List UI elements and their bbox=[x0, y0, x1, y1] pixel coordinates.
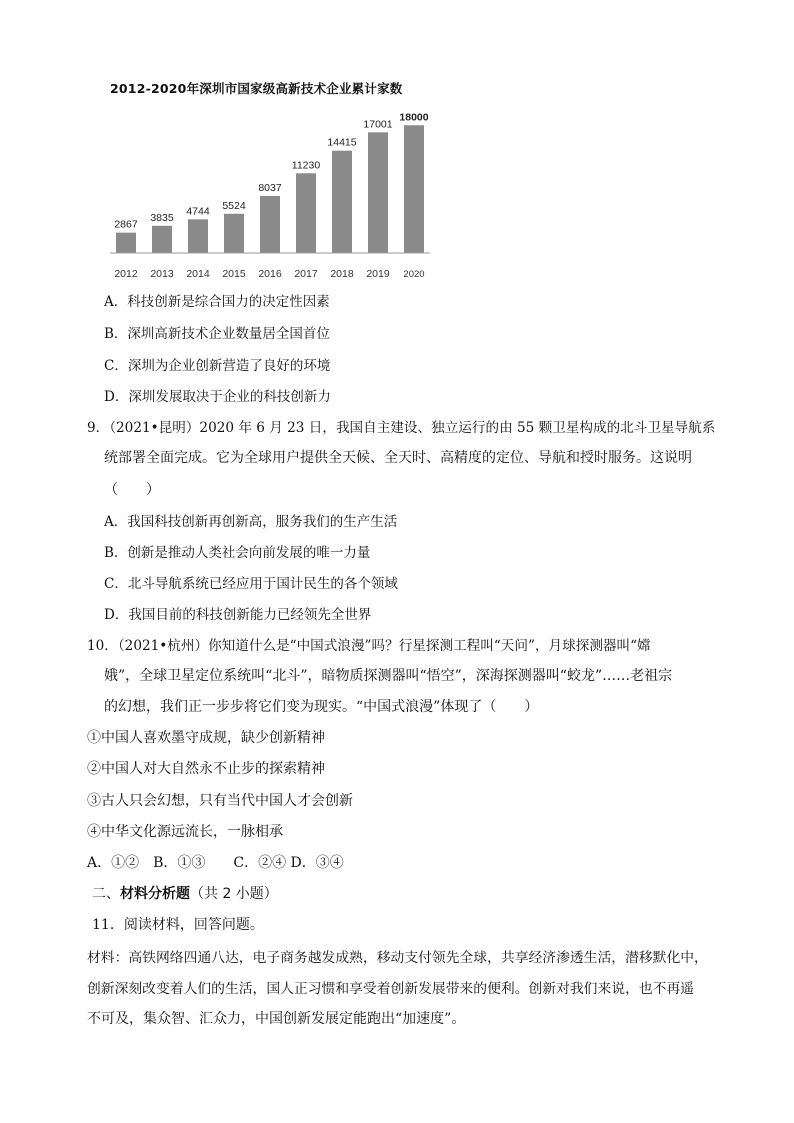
section-heading bbox=[92, 883, 278, 903]
bar-2016 bbox=[260, 196, 280, 253]
x-tick-label-2014: 2014 bbox=[186, 268, 210, 280]
q10-choices[interactable]: A．①② B．①③ C．②④ D．③④ bbox=[87, 855, 344, 871]
q11-material-line2: 创新深刻改变着人们的生活，国人正习惯和享受着创新发展带来的便利。创新对我们来说，也不再遥 bbox=[87, 981, 695, 997]
q10-item-2: ②中国人对大自然永不止步的探索精神 bbox=[87, 761, 325, 777]
q10-item-3: ③古人只会幻想，只有当代中国人才会创新 bbox=[87, 793, 353, 809]
q9-stem-line1: 9．（2021•昆明）2020 年 6 月 23 日，我国自主建设、独立运行的由 55 颗卫星构成的北斗卫星导航系 bbox=[87, 420, 716, 436]
value-label-2017: 11230 bbox=[291, 159, 321, 172]
bar-2012 bbox=[116, 233, 136, 253]
q11-material-line3: 不可及，集众智、汇众力，中国创新发展定能跑出“加速度”。 bbox=[87, 1011, 466, 1027]
x-tick-label-2017: 2017 bbox=[294, 268, 318, 280]
q9-option-c[interactable]: C．北斗导航系统已经应用于国计民生的各个领域 bbox=[104, 576, 398, 592]
value-label-2015: 5524 bbox=[222, 199, 246, 212]
x-tick-label-2012: 2012 bbox=[114, 268, 138, 280]
q11-material-line1: 材料：高铁网络四通八达，电子商务越发成熟，移动支付领先全球，共享经济渗透生活，潜移默化中， bbox=[87, 950, 708, 966]
value-label-2014: 4744 bbox=[186, 205, 210, 218]
bar-2019 bbox=[368, 132, 388, 253]
q10-item-4: ④中华文化源远流长，一脉相承 bbox=[87, 824, 283, 840]
x-tick-label-2018: 2018 bbox=[330, 268, 354, 280]
value-label-2019: 17001 bbox=[363, 118, 393, 131]
bar-2015 bbox=[224, 214, 244, 253]
bar-2020 bbox=[404, 125, 424, 253]
q10-item-1: ①中国人喜欢墨守成规，缺少创新精神 bbox=[87, 730, 325, 746]
q8-option-c[interactable]: C．深圳为企业创新营造了良好的环境 bbox=[104, 358, 331, 374]
value-label-2016: 8037 bbox=[258, 181, 282, 194]
value-label-2020: 18000 bbox=[399, 111, 429, 124]
q9-option-a[interactable]: A．我国科技创新再创新高，服务我们的生产生活 bbox=[104, 514, 398, 530]
q10-stem-line3: 的幻想，我们正一步步将它们变为现实。“中国式浪漫”体现了（ ） bbox=[104, 699, 539, 715]
value-label-2013: 3835 bbox=[150, 211, 174, 224]
q9-option-d[interactable]: D．我国目前的科技创新能力已经领先全世界 bbox=[104, 607, 372, 623]
q10-stem-line2: 娥”，全球卫星定位系统叫“北斗”，暗物质探测器叫“悟空”，深海探测器叫“蛟龙”……老祖宗 bbox=[104, 668, 673, 684]
q8-option-d[interactable]: D．深圳发展取决于企业的科技创新力 bbox=[104, 389, 331, 405]
bar-2013 bbox=[152, 226, 172, 253]
q9-stem-line2: 统部署全面完成。它为全球用户提供全天候、全天时、高精度的定位、导航和授时服务。这说明 bbox=[104, 450, 692, 466]
value-label-2018: 14415 bbox=[327, 136, 357, 149]
q10-stem-line1: 10．（2021•杭州）你知道什么是“中国式浪漫”吗？行星探测工程叫“天问”，月球探测器叫“嫦 bbox=[87, 638, 651, 654]
bar-chart bbox=[100, 100, 440, 282]
q8-option-b[interactable]: B．深圳高新技术企业数量居全国首位 bbox=[104, 326, 330, 342]
x-tick-label-2019: 2019 bbox=[366, 268, 390, 280]
value-label-2012: 2867 bbox=[114, 218, 138, 231]
x-tick-label-2013: 2013 bbox=[150, 268, 174, 280]
q8-option-a[interactable]: A．科技创新是综合国力的决定性因素 bbox=[104, 294, 330, 310]
bar-2014 bbox=[188, 219, 208, 253]
x-tick-label-2015: 2015 bbox=[222, 268, 246, 280]
q9-answer-blank: （ ） bbox=[104, 482, 160, 498]
section-count: （共 2 小题） bbox=[190, 886, 278, 902]
section-prefix: 二、 bbox=[92, 886, 120, 902]
chart-title: 2012-2020年深圳市国家级高新技术企业累计家数 bbox=[110, 81, 403, 96]
section-title: 材料分析题 bbox=[120, 886, 190, 902]
q9-option-b[interactable]: B．创新是推动人类社会向前发展的唯一力量 bbox=[104, 545, 371, 561]
bar-2017 bbox=[296, 173, 316, 253]
q11-stem: 11．阅读材料，回答问题。 bbox=[92, 917, 264, 933]
x-tick-label-2016: 2016 bbox=[258, 268, 282, 280]
bar-2018 bbox=[332, 151, 352, 253]
x-tick-label-2020: 2020 bbox=[403, 269, 425, 280]
